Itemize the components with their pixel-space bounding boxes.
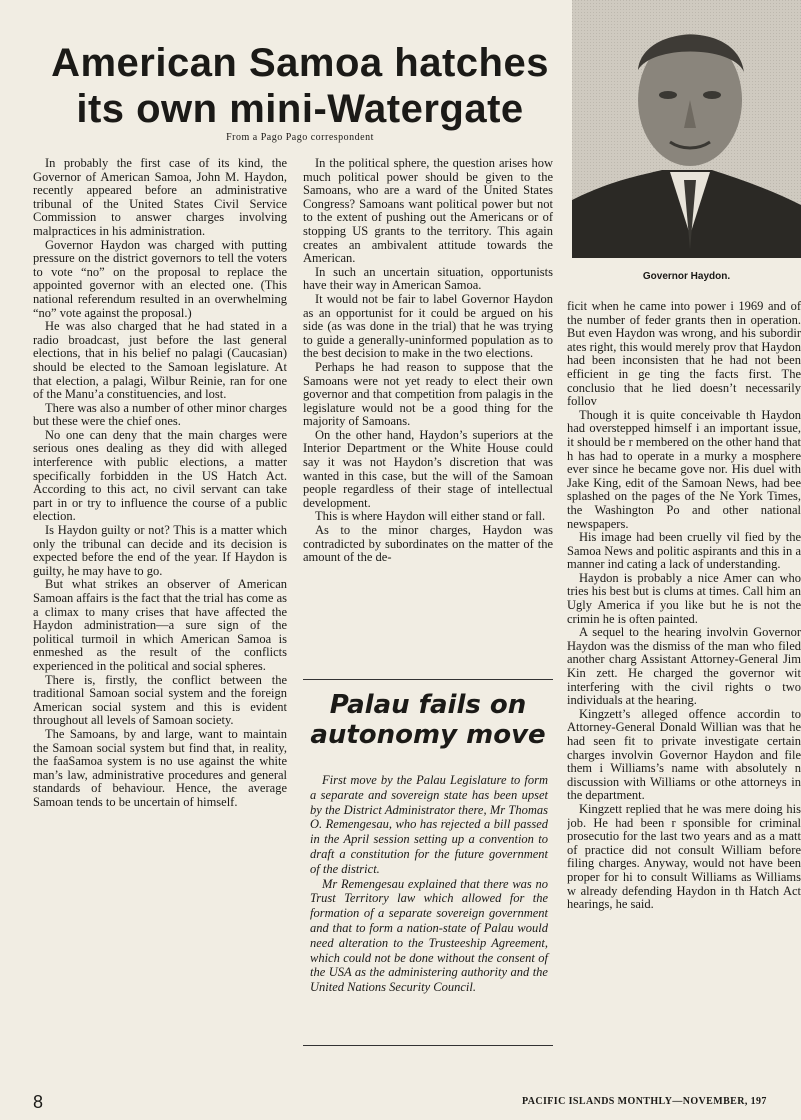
paragraph: It would not be fair to label Governor Haydon as an opportunist for it could be argued on his side (as was done in the trial) that he was trying to guide a generally-uninformed population as to the best decision to make in the two elections. <box>303 291 553 361</box>
paragraph: There is, firstly, the conflict between the traditional Samoan social system and the foreign American social system and this is evident throughout all levels of Samoan society. <box>33 672 287 728</box>
article-column-2 <box>303 157 553 565</box>
paragraph: As to the minor charges, Haydon was contradicted by subordinates on the matter of the amount of the de- <box>303 523 553 565</box>
headline-line-2: its own mini-Watergate <box>76 87 524 131</box>
byline: From a Pago Pago correspondent <box>226 132 374 143</box>
paragraph: ficit when he came into power i 1969 and of the number of feder grants then in operation. But even Haydon was wrong, and his subordir ates right, this would merely prov that Haydon had been inconsisten that he had not been efficient in ge ting the facts first. The conclusio that he lied doesn’t necessarily follov <box>567 300 801 409</box>
sidebar-bottom-rule <box>303 1045 553 1046</box>
headline-line-1: American Samoa hatches <box>51 41 549 85</box>
paragraph: Mr Remengesau explained that there was no Trust Territory law which allowed for the formation of a separate sovereign government and that to form a nation-state of Palau would need alteration to the Trusteeship Agreement, which could not be done without the consent of the USA as the administering authority and the United Nations Security Council. <box>310 876 548 995</box>
paragraph: Kingzett’s alleged offence accordin to Attorney-General Donald Willian was that he had seen fit to private investigate certain charges involvin Governor Haydon and file them i Williams’s name with absolutely n discussion with Williams or othe attorneys in the department. <box>567 706 801 803</box>
publication-footer: PACIFIC ISLANDS MONTHLY—NOVEMBER, 197 <box>522 1096 767 1107</box>
paragraph: Is Haydon guilty or not? This is a matter which only the tribunal can decide and its decision is expected before the end of the year. If Haydon is guilty, he may have to go. <box>33 523 287 578</box>
paragraph: Perhaps he had reason to suppose that the Samoans were not yet ready to elect their own governor and that competition from palagis in the legislature would not be a good thing for the majority of Samoans. <box>303 359 553 429</box>
article-column-1 <box>33 157 287 810</box>
paragraph: Though it is quite conceivable th Haydon had overstepped himself i an important issue, it should be r membered on the other hand that h has had to operate in a murky a mosphere ever since he became gove nor. His duel with Jake King, edit of the Samoan News, had bee splashed on the pages of the Ne York Times, the Washington Po and other national newspapers. <box>567 407 801 531</box>
paragraph: Kingzett replied that he was mere doing his job. He had been r sponsible for criminal prosecutio for the last two years and as a matt of practice did not consult William before filing charges. Anyway, would not have been proper for hi to consult Williams as Williams w already defending Haydon in th Hatch Act hearings, he said. <box>567 801 801 912</box>
paragraph: Governor Haydon was charged with putting pressure on the district governors to tell the voters to vote “no” on the proposal to replace the appointed governor with an elected one. (This national referendum resulted in an overwhelming “no” vote against the proposal.) <box>33 237 287 320</box>
paragraph: There was also a number of other minor charges but these were the chief ones. <box>33 400 287 429</box>
paragraph: No one can deny that the main charges were serious ones dealing as they did with alleged interference with public elections, a matter specifically forbidden in the US Hatch Act. According to this act, no civil servant can take part in or try to influence the course of a public election. <box>33 427 287 524</box>
paragraph: Haydon is probably a nice Amer can who tries his best but is clums at times. Call him an Ugly America if you like but he is not the crimin he is often painted. <box>567 570 801 626</box>
sidebar-headline-line-2: autonomy move <box>310 720 546 750</box>
paragraph: The Samoans, by and large, want to maintain the Samoan social system but find that, in reality, the faaSamoa system is no use against the white man’s law, administrative procedures and general standards of behaviour. Hence, the average Samoan tends to be uncertain of himself. <box>33 726 287 809</box>
sidebar-headline <box>303 690 553 750</box>
paragraph: But what strikes an observer of American Samoan affairs is the fact that the trial has come as a climax to many crises that have affected the Haydon administration—a sure sign of the political turmoil in which American Samoa is enmeshed as the result of the conflicts experienced in the political and social spheres. <box>33 577 287 673</box>
paragraph: In the political sphere, the question arises how much political power should be given to the Samoans, who are a ward of the United States Congress? Samoans want political power but not to the extent of pushing out the Americans or of stopping US grants to the territory. This again creates an ambivalent attitude towards the American. <box>303 156 553 266</box>
paragraph: This is where Haydon will either stand or fall. <box>315 509 546 524</box>
paragraph: First move by the Palau Legislature to form a separate and sovereign state has been upset by the District Administrator there, Mr Thomas O. Remengesau, who has rejected a bill passed in the April session setting up a convention to draft a constitution for the future government of the district. <box>310 773 548 876</box>
sidebar-headline-line-1: Palau fails on <box>329 690 527 720</box>
paragraph: He was also charged that he had stated in a radio broadcast, just before the last general elections, that in his belief no palagi (Caucasian) should be elected to the Samoan legislature. At that election, a palagi, Wilbur Reinie, ran for one of the Manu’a constituencies, and lost. <box>33 319 287 402</box>
article-headline <box>40 40 560 132</box>
photo-caption: Governor Haydon. <box>642 271 731 282</box>
article-column-3 <box>567 300 801 912</box>
portrait-image <box>572 0 801 258</box>
paragraph: On the other hand, Haydon’s superiors at the Interior Department or the White House could say it was not Haydon’s discretion that was wanted in this case, but the will of the Samoan people regardless of their stage of intellectual development. <box>303 427 553 510</box>
page-number: 8 <box>33 1092 44 1112</box>
paragraph: In such an uncertain situation, opportunists have their way in American Samoa. <box>303 264 553 293</box>
sidebar-top-rule <box>303 679 553 680</box>
paragraph: His image had been cruelly vil fied by the Samoa News and politic aspirants and this in a manner ind cating a lack of understanding. <box>567 530 801 572</box>
paragraph: In probably the first case of its kind, the Governor of American Samoa, John M. Haydon, recently appeared before an administrative tribunal of the United States Civil Service Commission to answer charges involving malpractices in his administration. <box>33 156 287 238</box>
paragraph: A sequel to the hearing involvin Governor Haydon was the dismiss of the man who filed another charg Assistant Attorney-General Jim Kin zett. He charged the governor wit interfering with the civil rights o two individuals at the hearing. <box>567 625 801 708</box>
sidebar-story <box>310 773 548 995</box>
governor-photo <box>572 0 801 258</box>
